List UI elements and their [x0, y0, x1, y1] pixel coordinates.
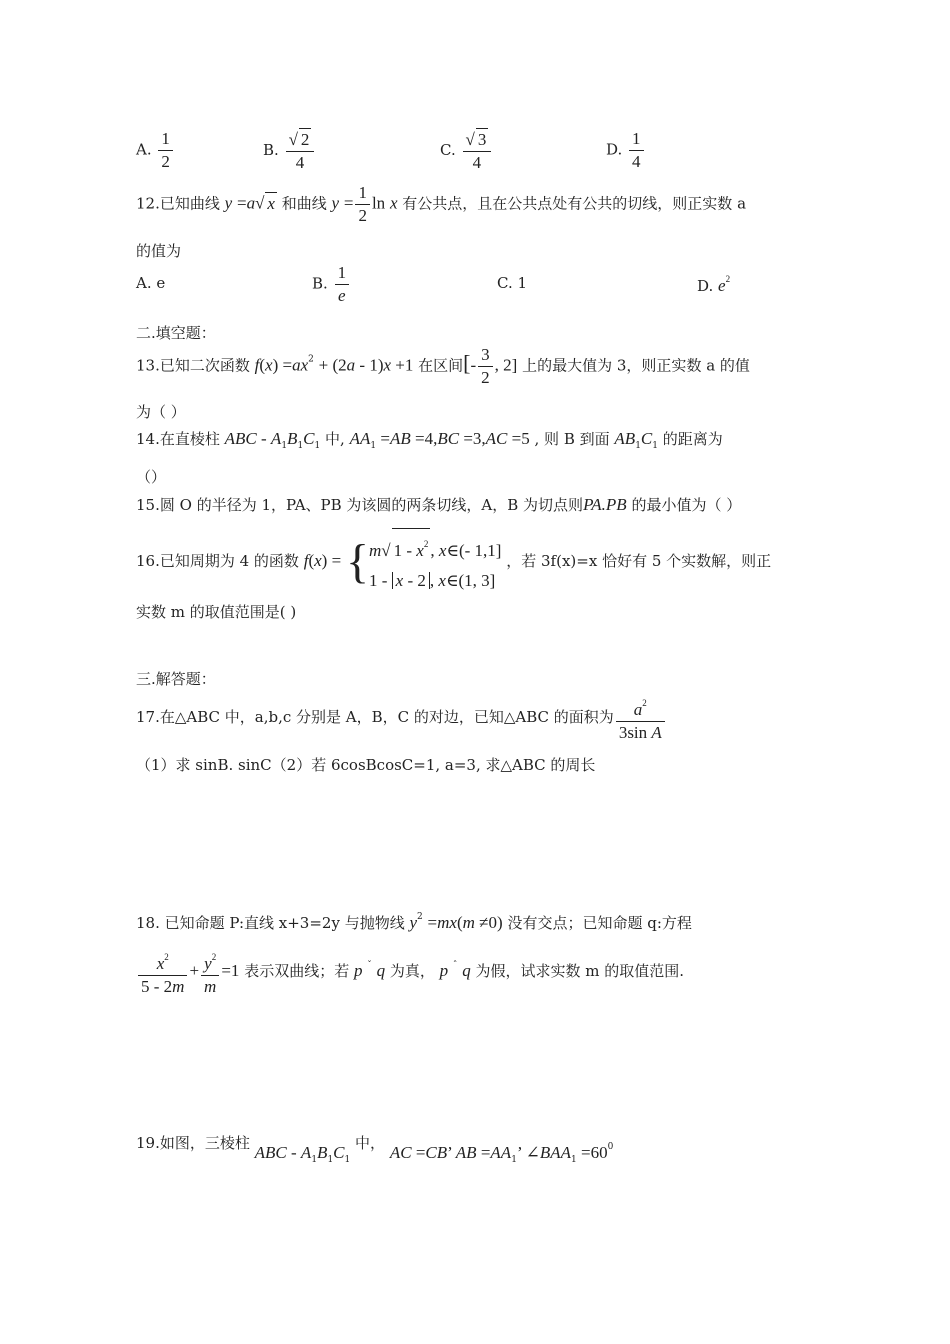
denominator: 4 — [472, 153, 482, 172]
option-label: C. — [440, 141, 456, 159]
q12-suffix: 有公共点，且在公共点处有公共的切线，则正实数 a — [402, 194, 747, 213]
q14-suffix: 的距离为 — [662, 430, 723, 448]
q11-option-d — [606, 128, 646, 173]
q18-line2-mid2: 为真， — [389, 962, 435, 980]
q11-option-a — [136, 128, 175, 173]
q18-suffix: 没有交点；已知命题 q:方程 — [507, 914, 692, 932]
q14-line1: 14.在直棱柱 ABC - $A_1B_1C_1$ 中, $AA_1 =AB =4,BC =3,AC =5$ , 则 B 到面 $AB_1C_1$ 的距离为 — [136, 429, 723, 451]
numerator: 1 — [158, 128, 173, 151]
q17-text: 17.在△ABC 中，a,b,c 分别是 A，B，C 的对边，已知△ABC 的面积为 — [136, 708, 614, 726]
q18-line1: 18. 已知命题 P:直线 x+3=2y 与抛物线 $y^2 =mx(m \ne 0)$ 没有交点；已知命题 q:方程 — [136, 912, 692, 932]
section-solutions: 三.解答题： — [136, 670, 216, 688]
q11-option-b: B. $\frac{√ 2}{4}$ — [263, 128, 316, 174]
q14-prefix: 14.在直棱柱 — [136, 430, 220, 448]
q12-line1: 12.已知曲线 y =a√ x 和曲线 y = $\frac{1}{2}$ ln x 有公共点，且在公共点处有公共的切线，则正实数 a — [136, 183, 747, 225]
numerator: 2 — [300, 130, 310, 149]
q18-line2: $\frac{x^2}{5 - 2m}$ + $\frac{y^2}{m}$ =1 表示双曲线；若 p $^ˇ$ q 为真， p $^ˆ$ q 为假，试求实数 m 的取值范围. — [136, 946, 684, 998]
q16-suffix: ，若 3f(x)=x 恰好有 5 个实数解，则正 — [506, 552, 772, 570]
q12-option-a: A. e — [136, 274, 166, 292]
q15-suffix: 的最小值为（ ） — [631, 496, 742, 514]
q12-line2: 的值为 — [136, 242, 182, 260]
denominator: 4 — [632, 152, 641, 171]
q11-option-c: C. $\frac{√ 3}{4}$ — [440, 128, 493, 174]
q18-line2-suffix: 为假，试求实数 m 的取值范围. — [475, 962, 685, 980]
q13-line1: 13.已知二次函数 $f(x) =ax^2 + (2a - 1)x +1$ 在区间[- $\frac{3}{2}$ , 2] 上的最大值为 3，则正实数 a 的值 — [136, 345, 750, 387]
q19-prefix: 19.如图，三棱柱 — [136, 1134, 250, 1152]
q19-line: 19.如图，三棱柱 ABC - $A_1B_1C_1$ 中， AC =CB’ AB $=AA_1$’ $\angle BAA_1 =60^0$ — [136, 1134, 614, 1165]
denominator: 4 — [295, 153, 305, 172]
q18-line2-mid: 表示双曲线；若 — [244, 962, 350, 980]
q12-middle: 和曲线 — [281, 194, 327, 213]
q17-line1: 17.在△ABC 中，a,b,c 分别是 A，B，C 的对边，已知△ABC 的面积为 $\frac{a^2}{\text{3sin A}}$ — [136, 692, 667, 744]
q13-line2: 为（ ） — [136, 403, 186, 421]
q17-line2: （1）求 sinB. sinC（2）若 6cosBcosC=1, a=3, 求△ABC 的周长 — [136, 756, 596, 774]
option-label: B. — [312, 274, 328, 293]
q14-mid2: , 则 B 到面 — [534, 430, 610, 448]
q16-prefix: 16.已知周期为 4 的函数 — [136, 552, 299, 570]
q12-option-c: C. 1 — [497, 274, 528, 292]
q15-text: 15.圆 O 的半径为 1，PA、PB 为该圆的两条切线，A，B 为切点则 — [136, 496, 584, 514]
q12-option-b: B. $\frac{1}{e}$ — [312, 262, 351, 307]
option-label: D. — [606, 140, 623, 159]
numerator: 3 — [477, 130, 487, 149]
q18-prefix: 18. 已知命题 P:直线 x+3=2y 与抛物线 — [136, 914, 405, 932]
q16-line2: 实数 m 的取值范围是( ) — [136, 603, 297, 621]
q15-line: 15.圆 O 的半径为 1，PA、PB 为该圆的两条切线，A，B 为切点则PA.PB 的最小值为（ ） — [136, 495, 742, 514]
q19-mid: 中， — [355, 1134, 386, 1152]
q14-mid1: 中, — [325, 430, 345, 448]
option-label: B. — [263, 141, 279, 159]
q16-line1: 16.已知周期为 4 的函数 f(x) = { m√ $1 - x^2$ , x∈(- 1,1] 1 - x - 2 , x∈(1, 3] ，若 3f(x)=x 恰好有 5 个实数解，则正 — [136, 528, 771, 596]
q12-option-d: D. $e^2$ — [697, 274, 731, 295]
q13-middle: 在区间 — [418, 356, 464, 375]
numerator: 1 — [629, 128, 644, 151]
q13-prefix: 13.已知二次函数 — [136, 356, 250, 375]
option-label: D. — [697, 277, 714, 295]
section-fill-in-blank: 二.填空题： — [136, 324, 216, 342]
q12-prefix: 12.已知曲线 — [136, 194, 220, 213]
denominator: 2 — [161, 152, 170, 171]
q13-suffix: 上的最大值为 3，则正实数 a 的值 — [522, 356, 750, 375]
option-label: A. — [136, 140, 152, 159]
q14-line2: （） — [136, 468, 167, 486]
